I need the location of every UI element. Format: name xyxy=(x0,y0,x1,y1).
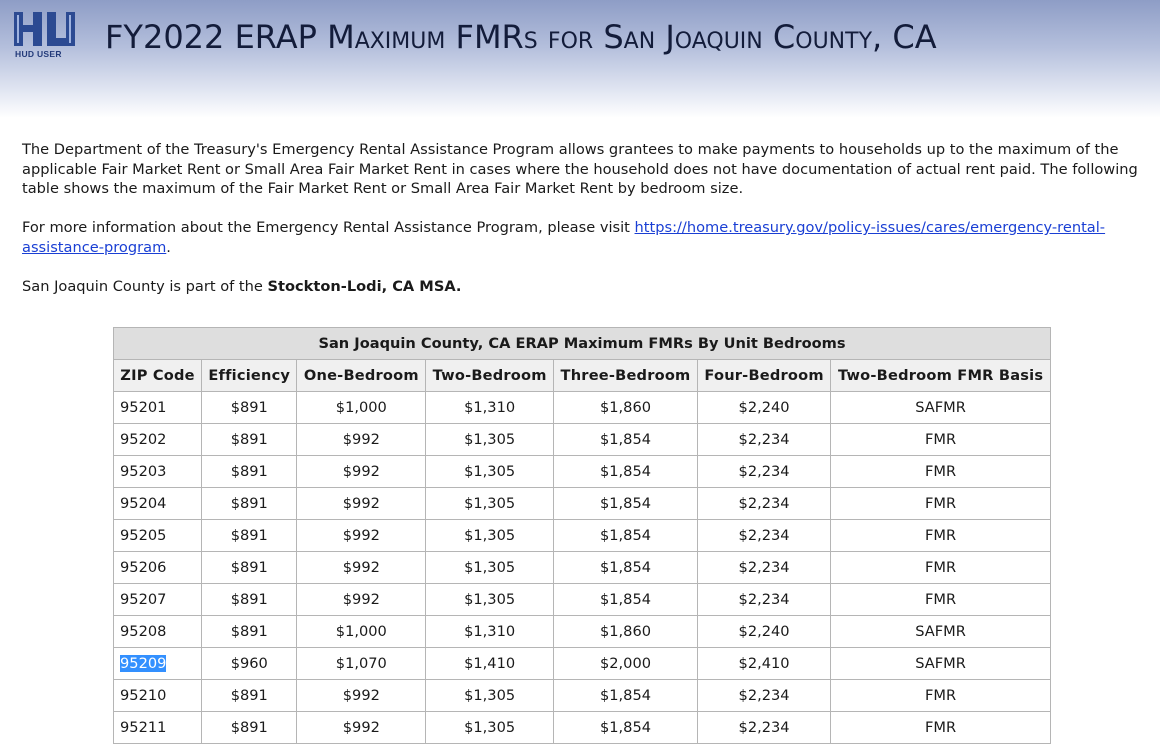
three-bedroom-cell: $1,854 xyxy=(554,488,698,520)
three-bedroom-cell: $1,854 xyxy=(554,680,698,712)
zip-code-text: 95210 xyxy=(120,687,167,704)
two-bedroom-cell: $1,305 xyxy=(426,680,554,712)
table-row xyxy=(114,552,1051,584)
table-row xyxy=(114,392,1051,424)
fmr-basis-cell: FMR xyxy=(831,424,1051,456)
three-bedroom-cell: $1,854 xyxy=(554,712,698,744)
zip-code-text: 95202 xyxy=(120,431,167,448)
efficiency-cell: $891 xyxy=(202,712,297,744)
erap-fmr-table xyxy=(113,327,1051,744)
zip-code-cell xyxy=(114,648,202,680)
zip-code-cell xyxy=(114,584,202,616)
two-bedroom-cell: $1,305 xyxy=(426,456,554,488)
two-bedroom-cell: $1,305 xyxy=(426,488,554,520)
msa-paragraph xyxy=(22,277,1142,297)
three-bedroom-cell: $1,854 xyxy=(554,424,698,456)
fmr-basis-cell: FMR xyxy=(831,584,1051,616)
four-bedroom-cell: $2,234 xyxy=(697,520,830,552)
page-header xyxy=(0,0,1160,118)
efficiency-cell: $960 xyxy=(202,648,297,680)
page-title: FY2022 ERAP Maximum FMRs for San Joaquin County, CA xyxy=(105,18,937,56)
two-bedroom-cell: $1,410 xyxy=(426,648,554,680)
zip-code-text: 95206 xyxy=(120,559,167,576)
one-bedroom-cell: $992 xyxy=(297,552,426,584)
three-bedroom-cell: $1,860 xyxy=(554,616,698,648)
one-bedroom-cell: $992 xyxy=(297,712,426,744)
table-row xyxy=(114,456,1051,488)
zip-code-cell xyxy=(114,488,202,520)
zip-code-text: 95208 xyxy=(120,623,167,640)
one-bedroom-cell: $992 xyxy=(297,584,426,616)
more-info-paragraph xyxy=(22,218,1142,257)
zip-code-text: 95204 xyxy=(120,495,167,512)
table-caption: San Joaquin County, CA ERAP Maximum FMRs By Unit Bedrooms xyxy=(114,328,1051,360)
one-bedroom-cell: $992 xyxy=(297,520,426,552)
two-bedroom-cell: $1,305 xyxy=(426,552,554,584)
table-body xyxy=(114,392,1051,744)
table-row xyxy=(114,520,1051,552)
zip-code-cell xyxy=(114,456,202,488)
msa-name: Stockton-Lodi, CA MSA. xyxy=(267,277,462,295)
table-row xyxy=(114,648,1051,680)
four-bedroom-cell: $2,234 xyxy=(697,424,830,456)
four-bedroom-cell: $2,240 xyxy=(697,616,830,648)
table-row xyxy=(114,680,1051,712)
four-bedroom-cell: $2,240 xyxy=(697,392,830,424)
fmr-basis-cell: FMR xyxy=(831,520,1051,552)
fmr-basis-cell: FMR xyxy=(831,680,1051,712)
fmr-basis-cell: SAFMR xyxy=(831,648,1051,680)
treasury-erap-link[interactable]: https://home.treasury.gov/policy-issues/cares/emergency-rental-assistance-program xyxy=(22,219,1106,256)
efficiency-cell: $891 xyxy=(202,424,297,456)
msa-prefix: San Joaquin County is part of the xyxy=(22,277,268,295)
table-row xyxy=(114,424,1051,456)
four-bedroom-cell: $2,234 xyxy=(697,680,830,712)
three-bedroom-cell: $1,854 xyxy=(554,456,698,488)
zip-code-text: 95207 xyxy=(120,591,167,608)
zip-code-text: 95203 xyxy=(120,463,167,480)
four-bedroom-cell: $2,234 xyxy=(697,456,830,488)
one-bedroom-cell: $1,000 xyxy=(297,616,426,648)
four-bedroom-cell: $2,234 xyxy=(697,488,830,520)
efficiency-cell: $891 xyxy=(202,456,297,488)
one-bedroom-cell: $1,000 xyxy=(297,392,426,424)
logo-text: HUD USER xyxy=(15,49,62,59)
more-info-prefix: For more information about the Emergency Rental Assistance Program, please visit xyxy=(22,219,635,236)
efficiency-cell: $891 xyxy=(202,552,297,584)
column-header-efficiency: Efficiency xyxy=(202,360,297,392)
four-bedroom-cell: $2,234 xyxy=(697,712,830,744)
four-bedroom-cell: $2,410 xyxy=(697,648,830,680)
fmr-basis-cell: FMR xyxy=(831,552,1051,584)
one-bedroom-cell: $1,070 xyxy=(297,648,426,680)
more-info-suffix: . xyxy=(166,238,171,256)
two-bedroom-cell: $1,305 xyxy=(426,520,554,552)
efficiency-cell: $891 xyxy=(202,488,297,520)
fmr-basis-cell: FMR xyxy=(831,712,1051,744)
efficiency-cell: $891 xyxy=(202,584,297,616)
table-row xyxy=(114,584,1051,616)
table-row xyxy=(114,616,1051,648)
one-bedroom-cell: $992 xyxy=(297,488,426,520)
column-header-four-bedroom: Four-Bedroom xyxy=(697,360,830,392)
zip-code-cell xyxy=(114,680,202,712)
zip-code-text: 95205 xyxy=(120,527,167,544)
fmr-basis-cell: SAFMR xyxy=(831,392,1051,424)
two-bedroom-cell: $1,310 xyxy=(426,616,554,648)
column-header-fmr-basis: Two-Bedroom FMR Basis xyxy=(831,360,1051,392)
table-row xyxy=(114,712,1051,744)
zip-code-cell xyxy=(114,424,202,456)
fmr-basis-cell: SAFMR xyxy=(831,616,1051,648)
four-bedroom-cell: $2,234 xyxy=(697,552,830,584)
zip-code-text: 95209 xyxy=(120,655,167,672)
three-bedroom-cell: $1,854 xyxy=(554,584,698,616)
four-bedroom-cell: $2,234 xyxy=(697,584,830,616)
fmr-basis-cell: FMR xyxy=(831,456,1051,488)
two-bedroom-cell: $1,305 xyxy=(426,424,554,456)
zip-code-cell xyxy=(114,392,202,424)
three-bedroom-cell: $2,000 xyxy=(554,648,698,680)
intro-paragraph: The Department of the Treasury's Emergency Rental Assistance Program allows grantees to make payments to households up to the maximum of the applicable Fair Market Rent or Small Area Fair Market Rent in cases where the household does not have documentation of actual rent paid. The following table shows the maximum of the Fair Market Rent or Small Area Fair Market Rent by bedroom size. xyxy=(22,141,1138,197)
efficiency-cell: $891 xyxy=(202,520,297,552)
column-header-three-bedroom: Three-Bedroom xyxy=(554,360,698,392)
two-bedroom-cell: $1,305 xyxy=(426,712,554,744)
one-bedroom-cell: $992 xyxy=(297,424,426,456)
three-bedroom-cell: $1,854 xyxy=(554,552,698,584)
intro-content xyxy=(22,140,1142,316)
one-bedroom-cell: $992 xyxy=(297,680,426,712)
three-bedroom-cell: $1,854 xyxy=(554,520,698,552)
column-header-two-bedroom: Two-Bedroom xyxy=(426,360,554,392)
zip-code-cell xyxy=(114,552,202,584)
three-bedroom-cell: $1,860 xyxy=(554,392,698,424)
efficiency-cell: $891 xyxy=(202,392,297,424)
one-bedroom-cell: $992 xyxy=(297,456,426,488)
zip-code-text: 95201 xyxy=(120,399,167,416)
efficiency-cell: $891 xyxy=(202,680,297,712)
two-bedroom-cell: $1,310 xyxy=(426,392,554,424)
efficiency-cell: $891 xyxy=(202,616,297,648)
zip-code-text: 95211 xyxy=(120,719,167,736)
zip-code-cell xyxy=(114,616,202,648)
table-header-row xyxy=(114,360,1051,392)
column-header-one-bedroom: One-Bedroom xyxy=(297,360,426,392)
column-header-zip-code: ZIP Code xyxy=(114,360,202,392)
fmr-basis-cell: FMR xyxy=(831,488,1051,520)
table-row xyxy=(114,488,1051,520)
zip-code-cell xyxy=(114,520,202,552)
two-bedroom-cell: $1,305 xyxy=(426,584,554,616)
zip-code-cell xyxy=(114,712,202,744)
